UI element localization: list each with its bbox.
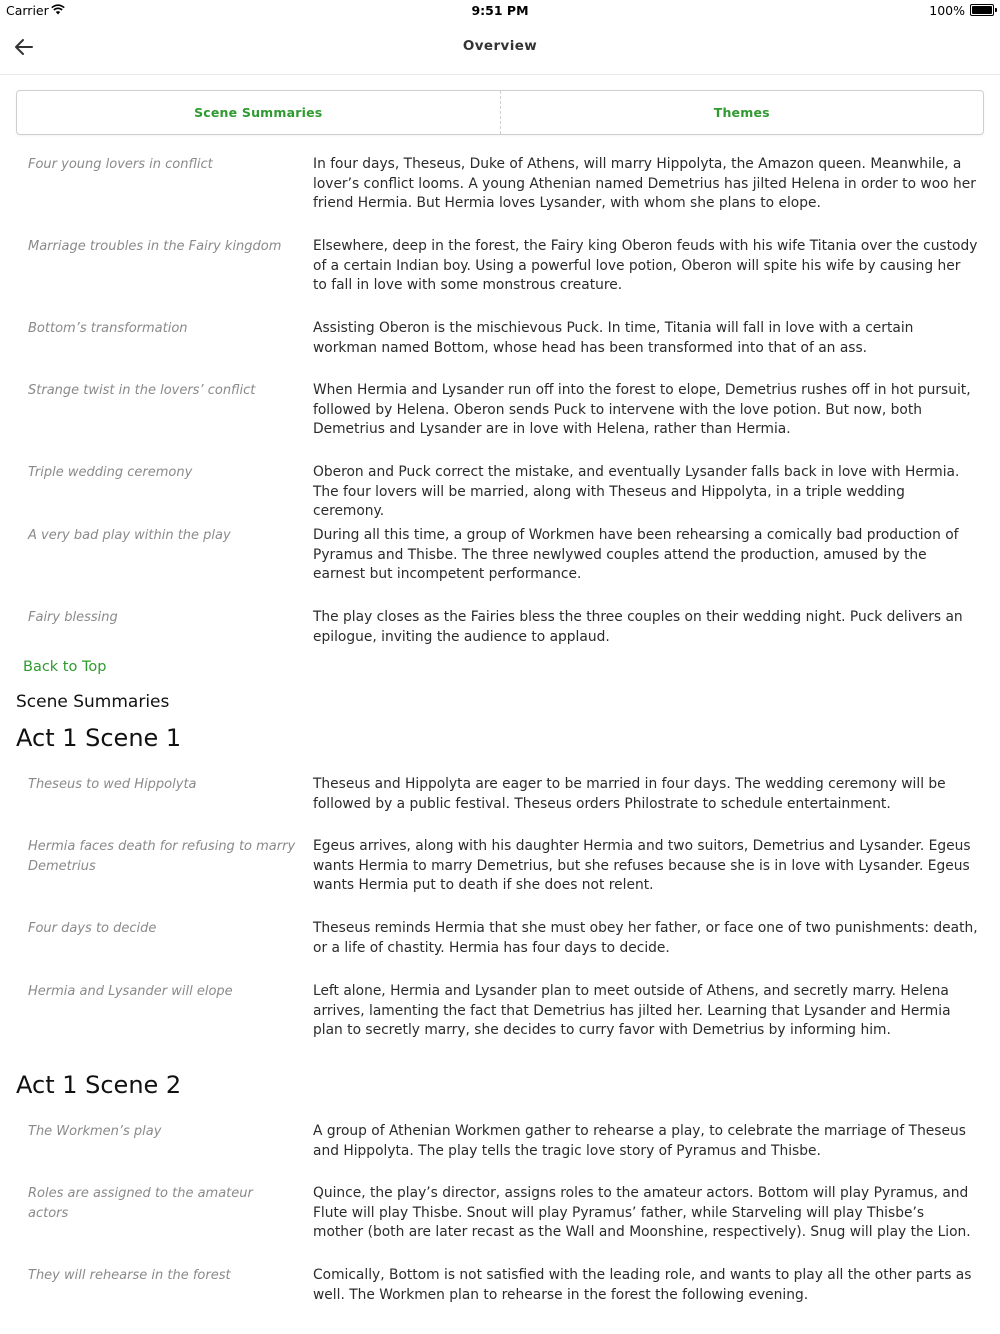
summary-label: They will rehearse in the forest bbox=[28, 1268, 231, 1283]
tab-scene-summaries[interactable]: Scene Summaries bbox=[194, 105, 323, 120]
summary-label: The Workmen’s play bbox=[28, 1124, 162, 1139]
battery-icon bbox=[970, 4, 994, 16]
summary-text: Egeus arrives, along with his daughter Hermia and two suitors, Demetrius and Lysander. Egeus wants Hermia to marry Demetrius, but she refuses because she is in love with Lysander. Egeus wants Hermia put to death if she does not relent. bbox=[313, 838, 971, 894]
summary-text: When Hermia and Lysander run off into the forest to elope, Demetrius rushes off in hot pursuit, followed by Helena. Oberon sends Puck to intervene with the love potion. But now, both Demetrius and Lysander are in love with Helena, rather than Hermia. bbox=[313, 382, 971, 438]
tab-themes[interactable]: Themes bbox=[500, 91, 984, 134]
summary-label: Fairy blessing bbox=[28, 610, 118, 625]
summary-text: Quince, the play’s director, assigns roles to the amateur actors. Bottom will play Pyramus, and Flute will play Thisbe. Snout will play Pyramus’ father, while Starveling will play Thisbe’s mother (both are later recast as the Wall and Moonshine, respectively). Snug will play the Lion. bbox=[313, 1185, 971, 1241]
summary-text: Left alone, Hermia and Lysander plan to meet outside of Athens, and secretly marry. Helena arrives, lamenting the fact that Demetrius has jilted her. Learning that Lysander and Hermia plan to secretly marry, she decides to curry favor with Demetrius by informing him. bbox=[313, 983, 951, 1039]
section-title: Scene Summaries bbox=[16, 692, 170, 712]
carrier-label: Carrier bbox=[6, 3, 49, 18]
summary-text: In four days, Theseus, Duke of Athens, will marry Hippolyta, the Amazon queen. Meanwhile, a lover’s conflict looms. A young Athenian named Demetrius has jilted Helena in order to woo her friend Hermia. But Hermia loves Lysander, with whom she plans to elope. bbox=[313, 156, 976, 212]
summary-label: Hermia faces death for refusing to marry Demetrius bbox=[28, 839, 296, 874]
summary-text: Oberon and Puck correct the mistake, and eventually Lysander falls back in love with Hermia. The four lovers will be married, along with Theseus and Hippolyta, in a triple wedding ceremony. bbox=[313, 464, 960, 520]
status-bar bbox=[0, 0, 1000, 22]
summary-label: Theseus to wed Hippolyta bbox=[28, 777, 197, 792]
segmented-control bbox=[16, 90, 984, 135]
page-title: Overview bbox=[462, 38, 538, 54]
navigation-bar bbox=[0, 22, 1000, 75]
summary-text: A group of Athenian Workmen gather to rehearse a play, to celebrate the marriage of Theseus and Hippolyta. The play tells the tragic love story of Pyramus and Thisbe. bbox=[313, 1123, 966, 1159]
act-heading: Act 1 Scene 2 bbox=[16, 1071, 182, 1099]
summary-text: Elsewhere, deep in the forest, the Fairy king Oberon feuds with his wife Titania over the custody of a certain Indian boy. Using a powerful love potion, Oberon will spite his wife by causing her to fall in love with some monstrous creature. bbox=[313, 238, 978, 294]
summary-label: Triple wedding ceremony bbox=[28, 465, 193, 480]
summary-text: Theseus and Hippolyta are eager to be married in four days. The wedding ceremony will be followed by a public festival. Theseus orders Philostrate to schedule entertainment. bbox=[313, 776, 946, 812]
back-to-top-link[interactable]: Back to Top bbox=[23, 659, 107, 675]
summary-label: A very bad play within the play bbox=[28, 528, 231, 543]
clock: 9:51 PM bbox=[471, 3, 529, 18]
summary-text: Theseus reminds Hermia that she must obey her father, or face one of two punishments: death, or a life of chastity. Hermia has four days to decide. bbox=[313, 920, 978, 956]
summary-label: Hermia and Lysander will elope bbox=[28, 984, 233, 999]
battery-percent: 100% bbox=[929, 3, 965, 18]
act-heading: Act 1 Scene 1 bbox=[16, 724, 182, 752]
summary-text: During all this time, a group of Workmen have been rehearsing a comically bad production of Pyramus and Thisbe. The three newlywed couples attend the production, amused by the earnest but incompetent performance. bbox=[313, 527, 959, 583]
summary-text: Assisting Oberon is the mischievous Puck. In time, Titania will fall in love with a certain workman named Bottom, whose head has been transformed into that of an ass. bbox=[313, 320, 914, 356]
summary-label: Marriage troubles in the Fairy kingdom bbox=[28, 239, 282, 254]
summary-label: Roles are assigned to the amateur actors bbox=[28, 1186, 253, 1221]
summary-text: Comically, Bottom is not satisfied with the leading role, and wants to play all the other parts as well. The Workmen plan to rehearse in the forest the following evening. bbox=[313, 1267, 972, 1303]
summary-label: Bottom’s transformation bbox=[28, 321, 188, 336]
summary-label: Four days to decide bbox=[28, 921, 157, 936]
summary-label: Strange twist in the lovers’ conflict bbox=[28, 383, 256, 398]
summary-label: Four young lovers in conflict bbox=[28, 157, 213, 172]
summary-text: The play closes as the Fairies bless the three couples on their wedding night. Puck delivers an epilogue, inviting the audience to applaud. bbox=[313, 609, 963, 645]
